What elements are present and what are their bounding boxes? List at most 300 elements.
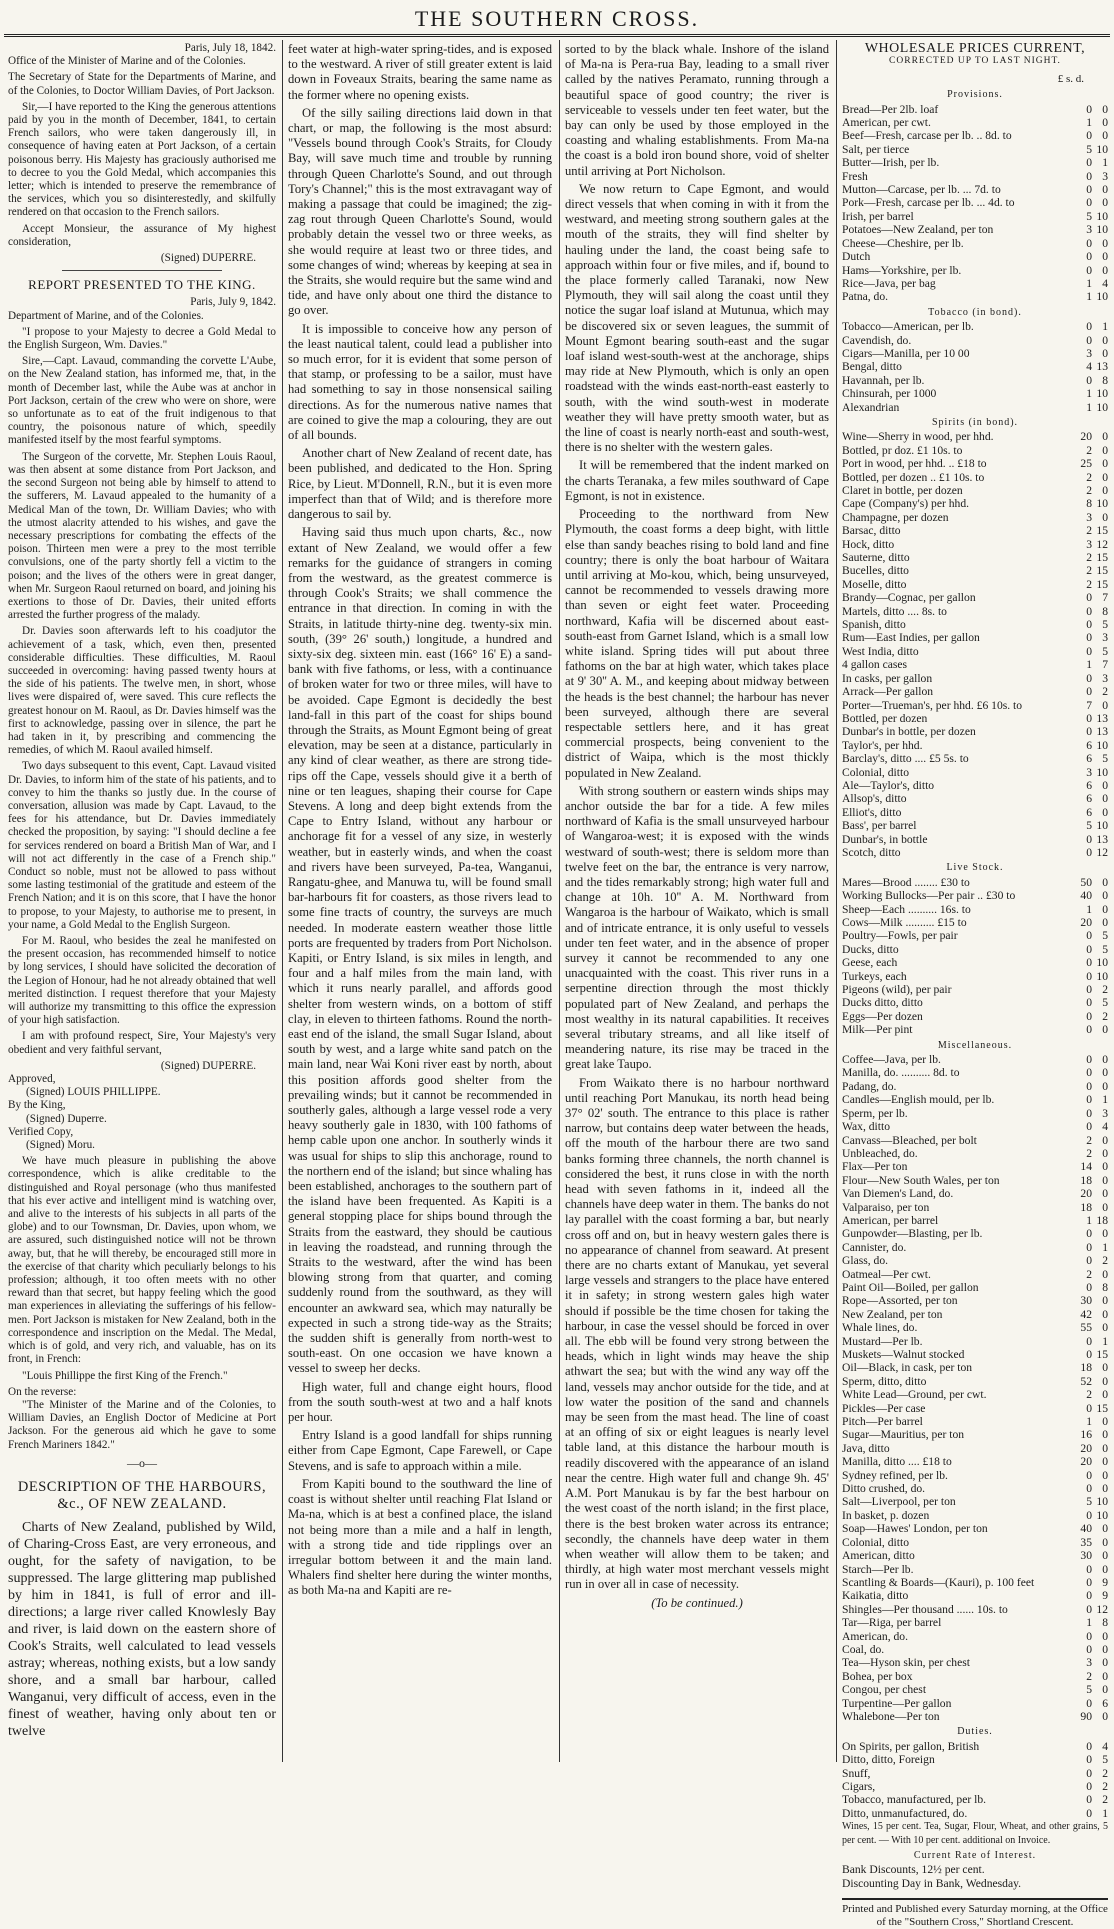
letter-body: Sir,—I have reported to the King the generous attentions paid by you in the month of December, 1841, to certain French sailors, who were taken dangerously ill, in consequence of having eaten at Port Jackson, of a certain poisonous berry. His Majesty has graciously authorised me to decree to you the Gold Medal, which accompanies this letter; which is intended to preserve the remembrance of the services, which you so disinterestedly, and skilfully rendered on that occasion to the French sailors. — [8, 100, 276, 219]
price-pounds: 0 — [1086, 1227, 1092, 1241]
price-shillings: 4 — [1102, 1120, 1108, 1134]
price-row — [842, 1375, 1108, 1388]
price-row — [842, 929, 1108, 942]
price-shillings: 0 — [1102, 263, 1108, 277]
price-shillings: 0 — [1102, 1629, 1108, 1643]
price-row — [842, 1281, 1108, 1294]
price-pounds: 0 — [1086, 711, 1092, 725]
approved-line: Verified Copy, — [8, 1125, 74, 1138]
price-item: Cigars, — [842, 1780, 876, 1793]
price-item: Ducks, ditto — [842, 942, 899, 956]
price-pounds: 4 — [1086, 360, 1092, 374]
price-row — [842, 792, 1108, 805]
price-shillings: 13 — [1096, 832, 1108, 846]
price-pounds: 16 — [1080, 1428, 1092, 1442]
price-shillings: 0 — [1102, 196, 1108, 210]
price-shillings: 0 — [1102, 916, 1108, 929]
price-pounds: 20 — [1080, 1441, 1092, 1455]
price-row — [842, 1160, 1108, 1173]
price-shillings: 13 — [1096, 360, 1108, 374]
interest-heading: Current Rate of Interest. — [913, 1850, 1037, 1862]
section-heading: REPORT PRESENTED TO THE KING. — [28, 277, 256, 293]
price-item: Patna, do. — [842, 290, 889, 304]
price-row — [842, 183, 1108, 196]
price-shillings: 2 — [1102, 1254, 1108, 1268]
price-pounds: 30 — [1080, 1549, 1092, 1563]
price-row — [842, 1093, 1108, 1106]
price-item: Sperm, ditto, ditto — [842, 1374, 927, 1388]
price-pounds: 0 — [1086, 263, 1092, 277]
price-pounds: 1 — [1086, 400, 1092, 414]
price-shillings: 0 — [1102, 1441, 1108, 1455]
prices-title: WHOLESALE PRICES CURRENT, — [864, 41, 1086, 56]
price-item: Hams—Yorkshire, per lb. — [842, 263, 962, 277]
price-row — [842, 1402, 1108, 1415]
price-row — [842, 1227, 1108, 1240]
price-shillings: 0 — [1102, 1669, 1108, 1683]
price-row — [842, 1348, 1108, 1361]
price-item: Chinsurah, per 1000 — [842, 387, 937, 401]
price-item: Candles—English mould, per lb. — [842, 1093, 995, 1107]
price-item: Tar—Riga, per barrel — [842, 1616, 942, 1630]
price-shillings: 8 — [1102, 1280, 1108, 1294]
price-row — [842, 1780, 1108, 1793]
price-shillings: 10 — [1096, 819, 1108, 833]
price-row — [842, 1268, 1108, 1281]
price-shillings: 3 — [1102, 169, 1108, 183]
price-row — [842, 471, 1108, 484]
price-item: Rope—Assorted, per ton — [842, 1294, 958, 1308]
paragraph: Two days subsequent to this event, Capt. Lavaud visited Dr. Davies, to inform him of the state of his patients, and to convey to him the thanks so justly due. In the course of conversation, allusion was made by Capt. Lavaud, to the fees for his attendance, but Dr. Davies immediately checked the proposition, by saying: "I should decline a fee for services rendered on board a British Man of War, and I will not act differently in the case of a French ship." Conduct so noble, must not be allowed to pass without some lasting testimonial of the gratitude and esteem of the French Nation; and it is on this score, that I have the honor to propose, to your Majesty, to authorise me to present, in your name, a Gold Medal to the English Surgeon. — [8, 760, 276, 931]
price-row — [842, 250, 1108, 263]
price-shillings: 0 — [1102, 1642, 1108, 1656]
paragraph: Charts of New Zealand, published by Wild, of Charing-Cross East, are very erroneous, and ought, for the safety of navigation, to be suppressed. The large glittering map published by him in 1841, is full of error and ill-directions; a large river called Knowlesly Bay and river, is laid down on the eastern shore of Cook's Straits, well calculated to lead vessels astray; whereas, nothing exists, but a low sandy shore, and a small bar harbour, called Wanganui, very difficult of access, even in the finest of weather, having only about ten or twelve — [8, 1519, 276, 1739]
price-item: New Zealand, per ton — [842, 1307, 943, 1321]
price-pounds: 0 — [1086, 1468, 1092, 1482]
price-row — [842, 1415, 1108, 1428]
price-item: Scantling & Boards—(Kauri), p. 100 feet — [842, 1575, 1035, 1589]
price-pounds: 2 — [1086, 1133, 1092, 1147]
price-shillings: 2 — [1102, 685, 1108, 699]
price-shillings: 1 — [1102, 1240, 1108, 1254]
price-pounds: 3 — [1086, 537, 1092, 551]
price-shillings: 15 — [1096, 1401, 1108, 1415]
price-item: Bottled, per dozen — [842, 711, 928, 725]
price-pounds: 0 — [1086, 1106, 1092, 1120]
price-pounds: 1 — [1086, 902, 1092, 916]
column-divider — [836, 40, 837, 1762]
price-pounds: 0 — [1086, 373, 1092, 387]
price-shillings: 0 — [1102, 1535, 1108, 1549]
price-shillings: 15 — [1096, 564, 1108, 578]
price-pounds: 0 — [1086, 1793, 1092, 1807]
paragraph: sorted to by the black whale. Inshore of the island of Ma-na is Pera-rua Bay, leading to a small river called by the natives Peramato, running through a beautiful space of good country; the river is serviceable to vessels under ten feet water, but the bay can only be used by those employed in the coasting and whaling establishments. From Ma-na the coast is a bold iron bound shore, void of shelter until arriving at Port Nicholson. — [565, 42, 829, 178]
price-item: Sheep—Each .......... 16s. to — [842, 902, 971, 916]
price-row — [842, 1201, 1108, 1214]
editorial-paragraph: We have much pleasure in publishing the above correspondence, which is alike creditable to the distinguished and Royal personage (who thus manifested that his ever active and intelligent mind is watching over, and alive to the interests of his subjects in all parts of the globe) and to our Townsman, Dr. Davies, upon whom, we are assured, such distinguished notice will not be thrown away, but, that he will thereby, be encouraged still more in the exercise of that charity which peculiarly belongs to his profession; although, it too often meets with no other reward than that secret, but happy feeling which the good man experiences in alleviating the sufferings of his fellow-men. Port Jackson is mistaken for New Zealand, both in the correspondence and inscription on the Medal. The Medal, which is of gold, and very rich, and valuable, has on its front, in French: — [8, 1155, 276, 1366]
price-shillings: 0 — [1102, 470, 1108, 484]
price-shillings: 0 — [1102, 443, 1108, 457]
price-row — [842, 1753, 1108, 1766]
price-row — [842, 524, 1108, 537]
paragraph: From Kapiti bound to the southward the line of coast is without shelter until reaching Flat Island or Ma-na, which is at best a confined place, the island not being more than a mile and a half in length, with a strong tide and tide ripplings over an irregular bottom between it and the main land. Whalers find shelter here during the winter months, as both Ma-na and Kapiti are re- — [288, 1476, 552, 1598]
price-pounds: 0 — [1086, 1806, 1092, 1820]
price-row — [842, 103, 1108, 116]
price-row — [842, 819, 1108, 832]
price-pounds: 0 — [1086, 725, 1092, 739]
price-pounds: 8 — [1086, 497, 1092, 511]
price-shillings: 18 — [1096, 1213, 1108, 1227]
price-pounds: 0 — [1086, 156, 1092, 170]
price-shillings: 0 — [1102, 1562, 1108, 1576]
price-pounds: 7 — [1086, 698, 1092, 712]
price-pounds: 0 — [1086, 1482, 1092, 1496]
price-shillings: 0 — [1102, 902, 1108, 916]
price-shillings: 10 — [1096, 497, 1108, 511]
paragraph: Of the silly sailing directions laid down in that chart, or map, the following is the most absurd: "Vessels bound through Cook's Straits, for Cloudy Bay, will save much time and trouble by running through Queen Charlotte's Sound, and out through Tory's Channel;" this is the most extravagant way of making a passage that could be imagined; the zig-zag rout through Queen Charlotte's Sound, would probably detain the vessel two or three weeks, as she would require at least two or three tides, and some changes of wind; whereas by keeping at sea in the Straits, she would require but the same wind and tide, and have only about one third the distance to go over. — [288, 105, 552, 318]
price-row — [842, 739, 1108, 752]
price-shillings: 0 — [1102, 1227, 1108, 1241]
price-pounds: 5 — [1086, 209, 1092, 223]
price-shillings: 7 — [1102, 658, 1108, 672]
price-shillings: 0 — [1102, 236, 1108, 250]
price-pounds: 3 — [1086, 1656, 1092, 1670]
price-item: Hock, ditto — [842, 537, 895, 551]
price-row — [842, 903, 1108, 916]
price-item: Cheese—Cheshire, per lb. — [842, 236, 964, 250]
price-row — [842, 956, 1108, 969]
price-section-heading: Live Stock. — [946, 862, 1004, 874]
price-pounds: 2 — [1086, 443, 1092, 457]
price-pounds: 0 — [1086, 1093, 1092, 1107]
paragraph: Entry Island is a good landfall for ships running either from Cape Egmont, Cape Farewell, or Cape Stevens, and is safe to approach within a mile. — [288, 1428, 552, 1473]
price-item: In basket, p. dozen — [842, 1508, 930, 1522]
price-row — [842, 1807, 1108, 1820]
price-row — [842, 1495, 1108, 1508]
price-item: West India, ditto — [842, 644, 919, 658]
price-row — [842, 1335, 1108, 1348]
price-pounds: 0 — [1086, 1562, 1092, 1576]
price-item: In casks, per gallon — [842, 671, 933, 685]
price-pounds: 2 — [1086, 1388, 1092, 1402]
price-shillings: 5 — [1102, 752, 1108, 766]
price-shillings: 0 — [1102, 1133, 1108, 1147]
price-pounds: 1 — [1086, 658, 1092, 672]
price-row — [842, 1428, 1108, 1441]
paragraph: feet water at high-water spring-tides, and is exposed to the westward. A river of still greater extent is laid down in Foveaux Straits, bearing the same name as the former where no opening exists. — [288, 42, 552, 102]
price-pounds: 20 — [1080, 430, 1092, 444]
paragraph: Having said thus much upon charts, &c., now extant of New Zealand, we would offer a few remarks for the guidance of strangers in coming from the westward, as the greatest commerce is through Cook's Straits; we shall commence the entrance in that direction. In coming in with the Straits, in latitude thirty-nine deg. twenty-six min. south, (39° 26' south,) longitude, a hundred and sixty-six deg. sixteen min. east (166° 16' E) a sand-bank with five fathoms, or less, with a continuance of broken water for two or three miles, will have to be avoided. Cape Egmont is decidedly the best land-fall in this part of the coast for ships bound through the Straits, as Mount Egmont being of great elevation, may be seen at a distance, particularly in any kind of clear weather, as there are strong tide-rips off the Cape, vessels should give it a berth of nine or ten leagues, shaping their course for Cape Stevens. A long and deep bight extends from the Cape to Entry Island, without any harbour or anchorage fit for a vessel of any size, in westerly weather, but in easterly winds, and when the coast and rivers have been surveyed, Pa-tea, Wanganui, Rangatu-ghee, and Manuwa tu, will be found small bar-harbours fit for coasters, as those rivers lead to some fine tracts of country, the surveys are much needed. In moderate eastern weather those little ports are frequented by traders from Port Nicholson. Kapiti, or Entry Island, is six miles in length, and four and a half miles from the main land, with which it runs nearly parallel, and affords good shelter from western winds, on a bottom of stiff clay, in eleven to thirteen fathoms. Round the north-east end of the island, the small Sugar Island, about south by west, and a large white sand patch on the main land, near Wai Koni river east by north, about this position affords good shelter from the prevailing winds; but it cannot be recommended in southerly gales, although a large vessel rode a very heavy southerly gale in 1830, with 100 fathoms of hemp cable upon one anchor. In southerly winds it was usual for ships to slip this anchorage, round to the northern end of the island; but since whaling has been established, anchorages to the southern part of the island have been frequented. As Kapiti is a general stopping place for ships bound through the Straits from the eastward, they should be cautious in leaving the roadstead, and running through the Straits to the westward, after the wind has been blowing strong from that quarter, and coming suddenly round from the southward, as they will encounter an awkward sea, which may naturally be expected in such a strong tide-way as the Straits; the sudden shift is generally from north-west to south-east. On one occasion we have known a vessel to sweep her decks. — [288, 525, 552, 1376]
approved-line: By the King, — [8, 1099, 66, 1112]
price-item: Cows—Milk .......... £15 to — [842, 916, 967, 929]
price-pounds: 2 — [1086, 1669, 1092, 1683]
price-shillings: 0 — [1102, 1549, 1108, 1563]
price-item: Poultry—Fowls, per pair — [842, 929, 958, 943]
price-row — [842, 277, 1108, 290]
price-item: Claret in bottle, per dozen — [842, 484, 963, 497]
price-item: Salt, per tierce — [842, 142, 910, 156]
price-row — [842, 1455, 1108, 1468]
price-pounds: 0 — [1086, 1280, 1092, 1294]
price-item: Spanish, ditto — [842, 618, 906, 632]
price-shillings: 8 — [1102, 373, 1108, 387]
price-shillings: 10 — [1096, 209, 1108, 223]
price-shillings: 0 — [1102, 1267, 1108, 1281]
price-item: American, per cwt. — [842, 116, 931, 130]
price-pounds: 35 — [1080, 1535, 1092, 1549]
price-item: Van Diemen's Land, do. — [842, 1187, 954, 1201]
price-row — [842, 846, 1108, 859]
paragraph: For M. Raoul, who besides the zeal he manifested on the present occasion, has recommended himself to notice by long services, I should have solicited the decoration of the Legion of Honour, had he not already obtained that well merited distinction. I request therefore that your Majesty will authorize my transmitting to this office the expression of your high satisfaction. — [8, 935, 276, 1027]
price-pounds: 0 — [1086, 1120, 1092, 1134]
price-pounds: 1 — [1086, 290, 1092, 304]
price-pounds: 18 — [1080, 1200, 1092, 1214]
price-shillings: 0 — [1102, 805, 1108, 819]
price-pounds: 18 — [1080, 1173, 1092, 1187]
price-shillings: 2 — [1102, 1780, 1108, 1793]
price-shillings: 0 — [1102, 1023, 1108, 1037]
price-shillings: 0 — [1102, 1066, 1108, 1080]
price-item: Turpentine—Per gallon — [842, 1696, 952, 1710]
price-item: Barsac, ditto — [842, 524, 901, 538]
price-row — [842, 1576, 1108, 1589]
paragraph: The Surgeon of the corvette, Mr. Stephen Louis Raoul, was then absent at some distance from Port Jackson, and the second Surgeon not being able by himself to attend to the sufferers, M. Lavaud appealed to the humanity of a Medical Man of the town, Dr. William Davies; who with the utmost alacrity attended to his wishes, and gave the necessary prescriptions for combating the effects of the poison. Thirteen men were a prey to the most terrible convulsions, one of the party shortly fell a victim to the poison; and the lives of the others were in great danger, when Mr. Surgeon Raoul returned on board, and joining his exertions to those of Dr. Davies, their united efforts arrested the further progress of the malady. — [8, 450, 276, 622]
price-item: Whale lines, do. — [842, 1321, 918, 1335]
price-pounds: 42 — [1080, 1307, 1092, 1321]
price-row — [842, 983, 1108, 996]
price-shillings: 0 — [1102, 1307, 1108, 1321]
price-item: Snuff, — [842, 1766, 871, 1780]
price-item: Irish, per barrel — [842, 209, 914, 223]
price-item: Ditto crushed, do. — [842, 1482, 926, 1496]
price-row — [842, 1697, 1108, 1710]
price-pounds: 0 — [1086, 631, 1092, 645]
price-row — [842, 264, 1108, 277]
duties-note: Wines, 15 per cent. Tea, Sugar, Flour, Wheat, and other grains, 5 per cent. — With 10 per cent. additional on Invoice. — [842, 1821, 1108, 1846]
price-pounds: 0 — [1086, 996, 1092, 1010]
price-pounds: 0 — [1086, 169, 1092, 183]
price-item: Coffee—Java, per lb. — [842, 1053, 941, 1067]
price-pounds: 90 — [1080, 1709, 1092, 1723]
price-pounds: 1 — [1086, 387, 1092, 401]
price-item: Manilla, do. .......... 8d. to — [842, 1066, 960, 1080]
price-section-heading: Provisions. — [947, 89, 1003, 101]
price-row — [842, 1549, 1108, 1562]
price-row — [842, 347, 1108, 360]
price-row — [842, 156, 1108, 169]
price-item: Ale—Taylor's, ditto — [842, 778, 935, 792]
price-row — [842, 1388, 1108, 1401]
paragraph: It is impossible to conceive how any person of the least nautical talent, could lead a publisher into so much error, for it is evident that some person of that stamp, or professing to be a sailor, must have had something to say in those nonsensical sailing directions. As for the numerous native names that are coined to give the map a colouring, they are out of all bounds. — [288, 321, 552, 443]
price-shillings: 0 — [1102, 183, 1108, 197]
price-row — [842, 1536, 1108, 1549]
price-pounds: 3 — [1086, 510, 1092, 524]
price-pounds: 2 — [1086, 470, 1092, 484]
price-row — [842, 374, 1108, 387]
price-shillings: 9 — [1102, 1575, 1108, 1589]
price-item: Milk—Per pint — [842, 1023, 913, 1037]
price-shillings: 10 — [1096, 142, 1108, 156]
price-item: Elliot's, ditto — [842, 805, 902, 819]
price-pounds: 0 — [1086, 250, 1092, 264]
dateline: Paris, July 9, 1842. — [190, 296, 276, 309]
price-item: Cape (Company's) per hhd. — [842, 497, 970, 511]
price-shillings: 0 — [1102, 510, 1108, 524]
price-item: Flour—New South Wales, per ton — [842, 1173, 1000, 1187]
price-shillings: 0 — [1102, 1361, 1108, 1375]
column-divider — [559, 40, 560, 1762]
price-pounds: 2 — [1086, 524, 1092, 538]
price-row — [842, 1767, 1108, 1780]
price-shillings: 12 — [1096, 537, 1108, 551]
price-shillings: 10 — [1096, 738, 1108, 752]
price-item: Alexandrian — [842, 400, 900, 414]
price-shillings: 10 — [1096, 400, 1108, 414]
price-row — [842, 1643, 1108, 1656]
price-pounds: 6 — [1086, 792, 1092, 806]
price-shillings: 5 — [1102, 618, 1108, 632]
price-pounds: 0 — [1086, 1739, 1092, 1753]
price-item: Cavendish, do. — [842, 333, 912, 347]
price-item: Salt—Liverpool, per ton — [842, 1495, 956, 1509]
price-row — [842, 1120, 1108, 1133]
price-shillings: 0 — [1102, 102, 1108, 116]
price-item: Sydney refined, per lb. — [842, 1468, 948, 1482]
price-row — [842, 170, 1108, 183]
price-pounds: 0 — [1086, 845, 1092, 859]
price-item: Geese, each — [842, 956, 898, 970]
price-pounds: 0 — [1086, 671, 1092, 685]
price-row — [842, 1187, 1108, 1200]
price-pounds: 0 — [1086, 591, 1092, 605]
price-pounds: 30 — [1080, 1294, 1092, 1308]
price-shillings: 12 — [1096, 1602, 1108, 1616]
price-item: Canvass—Bleached, per bolt — [842, 1133, 977, 1147]
price-row — [842, 996, 1108, 1009]
masthead-rule — [4, 34, 1110, 37]
paragraph: Dr. Davies soon afterwards left to his coadjutor the achievement of a task, which, even then, presented considerable difficulties. These difficulties, M. Raoul succeeded in overcoming: having passed twenty hours at the side of his patients. The twelve men, in short, whose lives were dispaired of, were saved. This cure reflects the greatest honour on M. Raoul, as Dr. Davies himself was the first to acknowledge, passing over in silence, the part he had taken in it, by prescribing and commencing the remedies, of which M. Raoul availed himself. — [8, 625, 276, 757]
price-item: Ditto, unmanufactured, do. — [842, 1806, 968, 1820]
letter-close: Accept Monsieur, the assurance of My highest consideration, — [8, 222, 276, 248]
price-row — [842, 1469, 1108, 1482]
price-row — [842, 1603, 1108, 1616]
price-pounds: 2 — [1086, 551, 1092, 565]
column-divider — [282, 40, 283, 1762]
price-row — [842, 290, 1108, 303]
price-pounds: 0 — [1086, 236, 1092, 250]
price-item: Kaikatia, ditto — [842, 1589, 909, 1603]
price-item: Allsop's, ditto — [842, 792, 907, 806]
price-pounds: 0 — [1086, 333, 1092, 347]
price-shillings: 0 — [1102, 1683, 1108, 1697]
price-item: Working Bullocks—Per pair .. £30 to — [842, 889, 1016, 903]
price-shillings: 2 — [1102, 1793, 1108, 1807]
price-pounds: 0 — [1086, 102, 1092, 116]
price-pounds: 0 — [1086, 183, 1092, 197]
price-item: Tobacco, manufactured, per lb. — [842, 1793, 987, 1807]
column-3 — [565, 42, 829, 1760]
price-pounds: 0 — [1086, 685, 1092, 699]
price-shillings: 4 — [1102, 1739, 1108, 1753]
price-row — [842, 430, 1108, 443]
price-item: Scotch, ditto — [842, 845, 901, 859]
report-intro: "I propose to your Majesty to decree a Gold Medal to the English Surgeon, Wm. Davies." — [8, 325, 276, 352]
price-row — [842, 1241, 1108, 1254]
price-row — [842, 1589, 1108, 1602]
paragraph: It will be remembered that the indent marked on the charts Teranaka, a few miles southward of Cape Egmont, is not in existence. — [565, 458, 829, 503]
price-row — [842, 766, 1108, 779]
price-shillings: 0 — [1102, 698, 1108, 712]
price-item: Bohea, per box — [842, 1669, 913, 1683]
price-item: Oil—Black, in cask, per ton — [842, 1361, 973, 1375]
price-row — [842, 916, 1108, 929]
price-item: Porter—Trueman's, per hhd. £6 10s. to — [842, 698, 1023, 712]
price-item: American, per barrel — [842, 1213, 939, 1227]
interest-line: Bank Discounts, 12½ per cent. — [842, 1863, 985, 1877]
price-pounds: 0 — [1086, 1602, 1092, 1616]
currency-header: £ s. d. — [1057, 72, 1084, 85]
price-pounds: 0 — [1086, 1766, 1092, 1780]
price-item: White Lead—Ground, per cwt. — [842, 1388, 987, 1402]
price-pounds: 0 — [1086, 1589, 1092, 1603]
price-row — [842, 1793, 1108, 1806]
price-shillings: 5 — [1102, 1753, 1108, 1767]
price-item: Bottled, pr doz. £1 10s. to — [842, 443, 963, 457]
price-pounds: 6 — [1086, 738, 1092, 752]
price-row — [842, 538, 1108, 551]
price-item: Dutch — [842, 250, 871, 264]
price-item: Moselle, ditto — [842, 577, 907, 591]
price-row — [842, 970, 1108, 983]
price-pounds: 0 — [1086, 196, 1092, 210]
paragraph: High water, full and change eight hours, flood from the south south-west at two and a half knots per hour. — [288, 1379, 552, 1425]
price-section-heading: Tobacco (in bond). — [928, 306, 1022, 318]
price-item: Wax, ditto — [842, 1120, 891, 1134]
price-pounds: 25 — [1080, 457, 1092, 471]
price-row — [842, 833, 1108, 846]
price-row — [842, 143, 1108, 156]
price-shillings: 0 — [1102, 889, 1108, 903]
price-pounds: 40 — [1080, 889, 1092, 903]
price-pounds: 0 — [1086, 1240, 1092, 1254]
price-item: Champagne, per dozen — [842, 510, 949, 524]
price-section-heading: Duties. — [957, 1726, 993, 1738]
price-pounds: 0 — [1086, 1508, 1092, 1522]
price-row — [842, 889, 1108, 902]
price-shillings: 10 — [1096, 1508, 1108, 1522]
price-shillings: 0 — [1102, 778, 1108, 792]
masthead: THE SOUTHERN CROSS. — [414, 6, 700, 31]
price-row — [842, 1563, 1108, 1576]
price-shillings: 1 — [1102, 320, 1108, 334]
price-pounds: 0 — [1086, 1401, 1092, 1415]
price-item: Havannah, per lb. — [842, 373, 925, 387]
price-pounds: 0 — [1086, 618, 1092, 632]
price-row — [842, 334, 1108, 347]
price-row — [842, 943, 1108, 956]
office-line: Office of the Minister of Marine and of the Colonies. — [8, 55, 246, 68]
price-shillings: 0 — [1102, 1321, 1108, 1335]
price-shillings: 5 — [1102, 644, 1108, 658]
addressee: The Secretary of State for the Departments of Marine, and of the Colonies, to Doctor William Davies, of Port Jackson. — [8, 71, 276, 97]
price-pounds: 5 — [1086, 1683, 1092, 1697]
price-shillings: 0 — [1102, 484, 1108, 497]
price-pounds: 1 — [1086, 116, 1092, 130]
price-pounds: 5 — [1086, 1495, 1092, 1509]
price-row — [842, 1308, 1108, 1321]
price-item: Muskets—Walnut stocked — [842, 1348, 965, 1361]
price-pounds: 3 — [1086, 346, 1092, 360]
